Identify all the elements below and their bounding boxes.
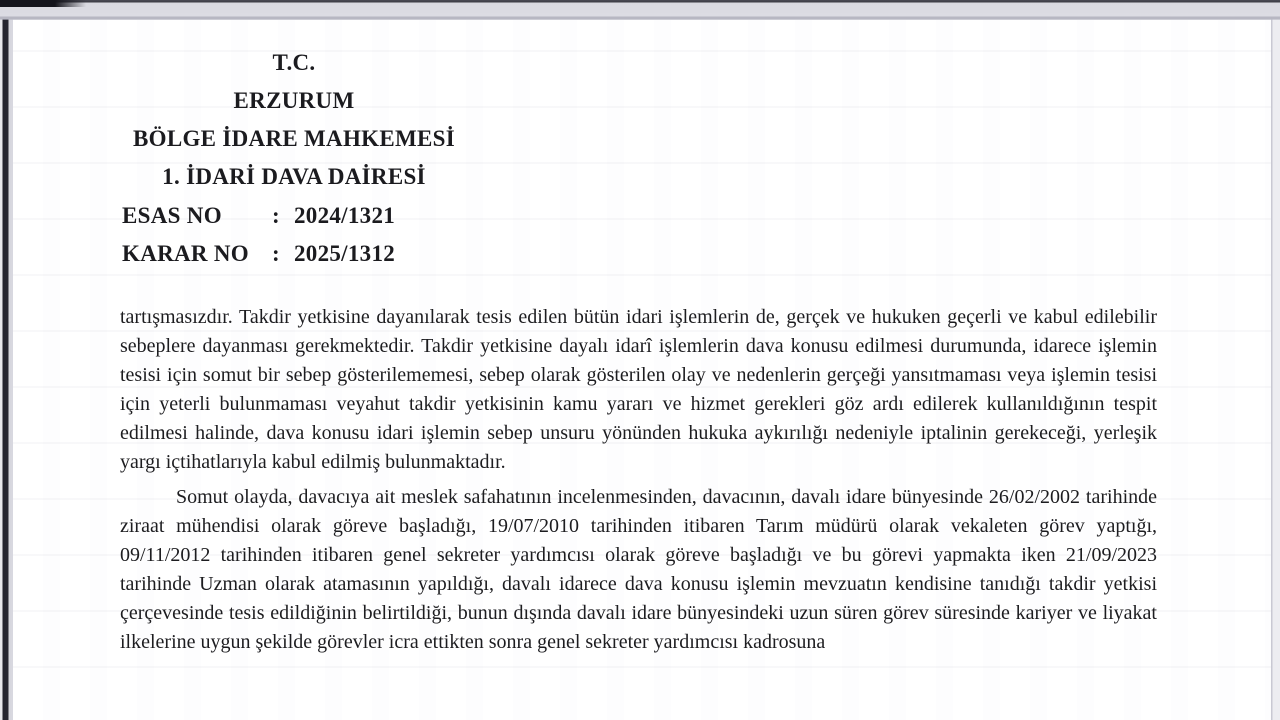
decision-body xyxy=(120,303,1157,663)
karar-no-row xyxy=(122,235,395,273)
photo-edge-top xyxy=(0,0,1280,20)
esas-no-row xyxy=(122,197,395,235)
karar-no-value: 2025/1312 xyxy=(293,241,396,266)
karar-no-separator: : xyxy=(272,241,280,266)
court-chamber: 1. İDARİ DAVA DAİRESİ xyxy=(162,164,426,189)
body-paragraph-somut-olay: Somut olayda, davacıya ait meslek safahatının incelenmesinden, davacının, davalı idare bünyesinde 26/02/2002 tarihinde ziraat mühendisi olarak göreve başladığı, 19/07/2010 tarihinden itibaren Tarım müdürü olarak vekaleten görev yaptığı, 09/11/2012 tarihinden itibaren genel sekreter yardımcısı olarak göreve başladığı ve bu görevi yapmakta iken 21/09/2023 tarihinde Uzman olarak atamasının yapıldığı, davalı idarece dava konusu işlemin mevzuatın kendisine tanıdığı takdir yetkisi çerçevesinde tesis edildiğinin belirtildiği, bunun dışında davalı idare bünyesindeki uzun süren görev süresinde kariyer ve liyakat ilkelerine uygun şekilde görevler icra ettikten sonra genel sekreter yardımcısı kadrosuna xyxy=(120,486,1157,653)
esas-no-separator: : xyxy=(272,203,280,228)
karar-no-label: KARAR NO xyxy=(122,241,249,266)
court-city: ERZURUM xyxy=(233,88,355,113)
photo-edge-left xyxy=(0,0,13,720)
photo-edge-right xyxy=(1271,0,1280,720)
case-number-block xyxy=(122,197,395,273)
esas-no-label: ESAS NO xyxy=(122,203,222,228)
republic-abbreviation: T.C. xyxy=(272,50,316,75)
court-name: BÖLGE İDARE MAHKEMESİ xyxy=(133,126,455,151)
esas-no-value: 2024/1321 xyxy=(293,203,396,228)
photo-corner-shadow xyxy=(0,0,86,7)
body-paragraph-takdir-yetkisi: tartışmasızdır. Takdir yetkisine dayanılarak tesis edilen bütün idari işlemlerin de, gerçek ve hukuken geçerli ve kabul edilebilir sebeplere dayanması gerekmektedir. Takdir yetkisine dayalı idarî işlemlerin dava konusu edilmesi durumunda, idarece işlemin tesisi için somut bir sebep gösterilememesi, sebep olarak gösterilen olay ve nedenlerin gerçeği yansıtmaması veya işlemin tesisi için yeterli bulunmaması veyahut takdir yetkisinin kamu yararı ve hizmet gerekleri göz ardı edilerek kullanıldığının tespit edilmesi halinde, dava konusu idari işlemin sebep unsuru yönünden hukuka aykırılığı nedeniyle iptalinin gerekeceği, yerleşik yargı içtihatlarıyla kabul edilmiş bulunmaktadır. xyxy=(120,306,1157,473)
court-header xyxy=(120,44,468,196)
